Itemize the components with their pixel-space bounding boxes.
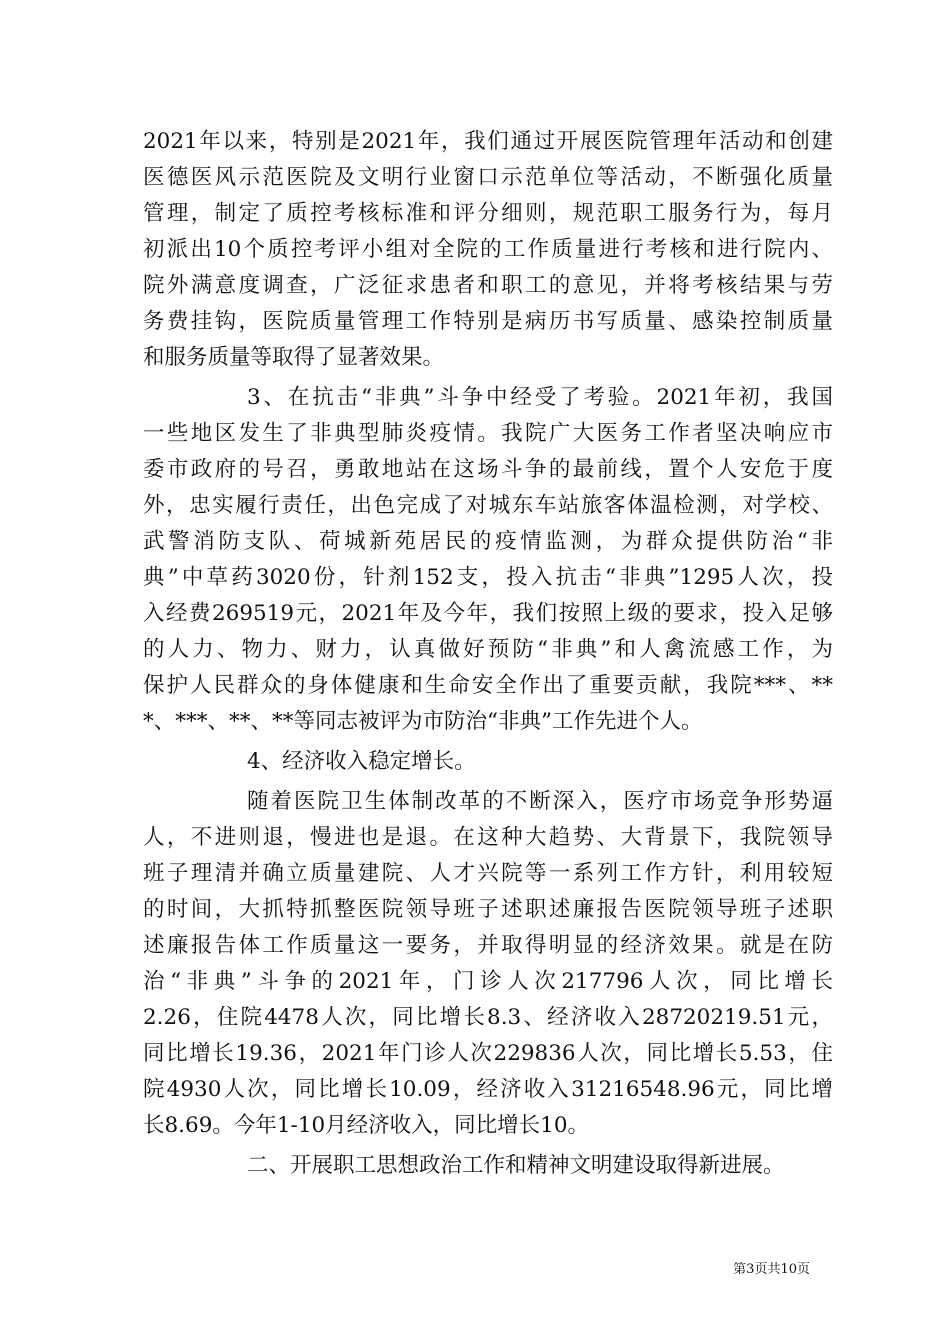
text-line: 武警消防支队、荷城新苑居民的疫情监测，为群众提供防治“非 bbox=[143, 529, 833, 554]
text-line: 初派出10个质控考评小组对全院的工作质量进行考核和进行院内、 bbox=[143, 237, 833, 262]
text-line: 典”中草药3020份，针剂152支，投入抗击“非典”1295人次，投 bbox=[143, 565, 833, 590]
text-line: 医德医风示范医院及文明行业窗口示范单位等活动，不断强化质量 bbox=[143, 165, 833, 190]
text-line: 2.26，住院4478人次，同比增长8.3、经济收入28720219.51元， bbox=[143, 1005, 833, 1030]
text-line: 班子理清并确立质量建院、人才兴院等一系列工作方针，利用较短 bbox=[143, 861, 833, 886]
text-line: 院外满意度调查，广泛征求患者和职工的意见，并将考核结果与劳 bbox=[143, 273, 833, 298]
text-line: 一些地区发生了非典型肺炎疫情。我院广大医务工作者坚决响应市 bbox=[143, 421, 833, 446]
text-line: 入经费269519元，2021年及今年，我们按照上级的要求，投入足够 bbox=[143, 601, 833, 626]
text-line: 务费挂钩，医院质量管理工作特别是病历书写质量、感染控制质量 bbox=[143, 309, 833, 334]
text-line: 的时间，大抓特抓整医院领导班子述职述廉报告医院领导班子述职 bbox=[143, 897, 833, 922]
text-line: 述廉报告体工作质量这一要务，并取得明显的经济效果。就是在防 bbox=[143, 933, 833, 958]
text-line: 外，忠实履行责任，出色完成了对城东车站旅客体温检测，对学校、 bbox=[143, 493, 833, 518]
text-line: 治“非典”斗争的2021年，门诊人次217796人次，同比增长 bbox=[143, 969, 833, 994]
page-number: 第3页共10页 bbox=[733, 1262, 810, 1277]
text-line: 同比增长19.36，2021年门诊人次229836人次，同比增长5.53，住 bbox=[143, 1041, 833, 1066]
text-line: 人，不进则退，慢进也是退。在这种大趋势、大背景下，我院领导 bbox=[143, 825, 833, 850]
section-heading: 二、开展职工思想政治工作和精神文明建设取得新进展。 bbox=[247, 1153, 785, 1178]
text-line: *、***、**、**等同志被评为市防治“非典”工作先进个人。 bbox=[143, 709, 703, 734]
text-line: 长8.69。今年1-10月经济收入，同比增长10。 bbox=[143, 1113, 590, 1138]
text-line: 保护人民群众的身体健康和生命安全作出了重要贡献，我院***、** bbox=[143, 673, 833, 698]
text-line: 委市政府的号召，勇敢地站在这场斗争的最前线，置个人安危于度 bbox=[143, 457, 833, 482]
text-line: 和服务质量等取得了显著效果。 bbox=[143, 345, 445, 370]
section-heading: 4、经济收入稳定增长。 bbox=[247, 749, 476, 774]
section-heading: 3、在抗击“非典”斗争中经受了考验。2021年初，我国 bbox=[247, 385, 833, 410]
text-line: 2021年以来，特别是2021年，我们通过开展医院管理年活动和创建 bbox=[143, 129, 833, 154]
text-line: 随着医院卫生体制改革的不断深入，医疗市场竞争形势逼 bbox=[247, 789, 833, 814]
text-line: 院4930人次，同比增长10.09，经济收入31216548.96元，同比增 bbox=[143, 1077, 833, 1102]
text-line: 的人力、物力、财力，认真做好预防“非典”和人禽流感工作，为 bbox=[143, 637, 833, 662]
text-line: 管理，制定了质控考核标准和评分细则，规范职工服务行为，每月 bbox=[143, 201, 833, 226]
